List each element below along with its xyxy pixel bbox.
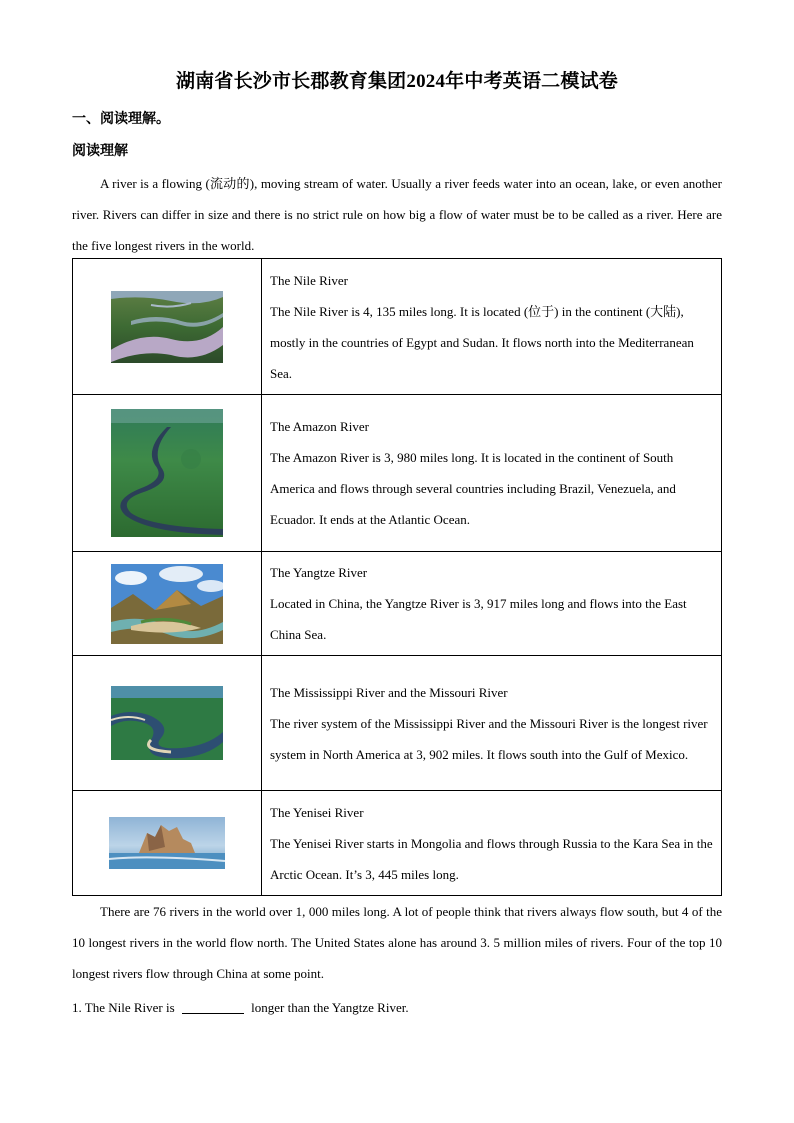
page-title: 湖南省长沙市长郡教育集团2024年中考英语二模试卷 xyxy=(175,71,618,92)
river-text-cell xyxy=(262,395,722,552)
river-name: The Yenisei River xyxy=(270,804,364,820)
table-row xyxy=(73,552,722,656)
closing-paragraph: There are 76 rivers in the world over 1, 000 miles long. A lot of people think that rivers always flow south, but 4 of the 10 longest rivers in the world flow north. The United States alone has around 3. 5 million miles of rivers. Four of the top 10 longest rivers flow through China at some point. xyxy=(72,904,722,981)
river-description: The Yenisei River starts in Mongolia and flows through Russia to the Kara Sea in the Arctic Ocean. It’s 3, 445 miles long. xyxy=(270,835,713,882)
river-name: The Mississippi River and the Missouri River xyxy=(270,684,508,700)
river-description: The Nile River is 4, 135 miles long. It is located (位于) in the continent (大陆), mostly in the countries of Egypt and Sudan. It flows north into the Mediterranean Sea. xyxy=(270,303,694,381)
mississippi-river-photo xyxy=(111,686,223,760)
river-text-cell xyxy=(262,259,722,395)
question-text-after: longer than the Yangtze River. xyxy=(251,1000,409,1015)
image-cell xyxy=(73,791,262,896)
river-name: The Yangtze River xyxy=(270,565,368,580)
table-row xyxy=(73,656,722,791)
image-cell xyxy=(73,259,262,395)
question-text-before: The Nile River is xyxy=(84,1000,175,1015)
river-description: The river system of the Mississippi River and the Missouri River is the longest river system in North America at 3, 902 miles. It flows south into the Gulf of Mexico. xyxy=(270,715,708,762)
nile-river-photo xyxy=(111,291,223,363)
intro-paragraph: A river is a flowing (流动的), moving stream of water. Usually a river feeds water into an ocean, lake, or even another river. Rivers can differ in size and there is no strict rule on how big a flow of water must be to be called as a river. Here are the five longest rivers in the world. xyxy=(72,176,722,253)
question-1 xyxy=(72,992,409,1023)
yangtze-river-photo xyxy=(111,564,223,644)
image-cell xyxy=(73,552,262,656)
river-text-cell xyxy=(262,791,722,896)
subsection-heading: 阅读理解 xyxy=(72,144,128,159)
river-description: The Amazon River is 3, 980 miles long. It is located in the continent of South America and flows through several countries including Brazil, Venezuela, and Ecuador. It ends at the Atlantic Ocean. xyxy=(270,450,676,527)
amazon-river-photo xyxy=(111,409,223,537)
section-heading: 一、阅读理解。 xyxy=(72,112,170,127)
yenisei-river-photo xyxy=(109,817,225,869)
question-number: 1. xyxy=(72,1000,82,1015)
river-name: The Nile River xyxy=(270,272,348,288)
river-text-cell xyxy=(262,552,722,656)
table-row xyxy=(73,791,722,896)
river-description: Located in China, the Yangtze River is 3, 917 miles long and flows into the East China Sea. xyxy=(270,596,687,642)
image-cell xyxy=(73,656,262,791)
answer-blank[interactable] xyxy=(182,999,244,1014)
rivers-table xyxy=(72,258,722,896)
image-cell xyxy=(73,395,262,552)
river-text-cell xyxy=(262,656,722,791)
table-row xyxy=(73,259,722,395)
river-name: The Amazon River xyxy=(270,419,369,434)
table-row xyxy=(73,395,722,552)
